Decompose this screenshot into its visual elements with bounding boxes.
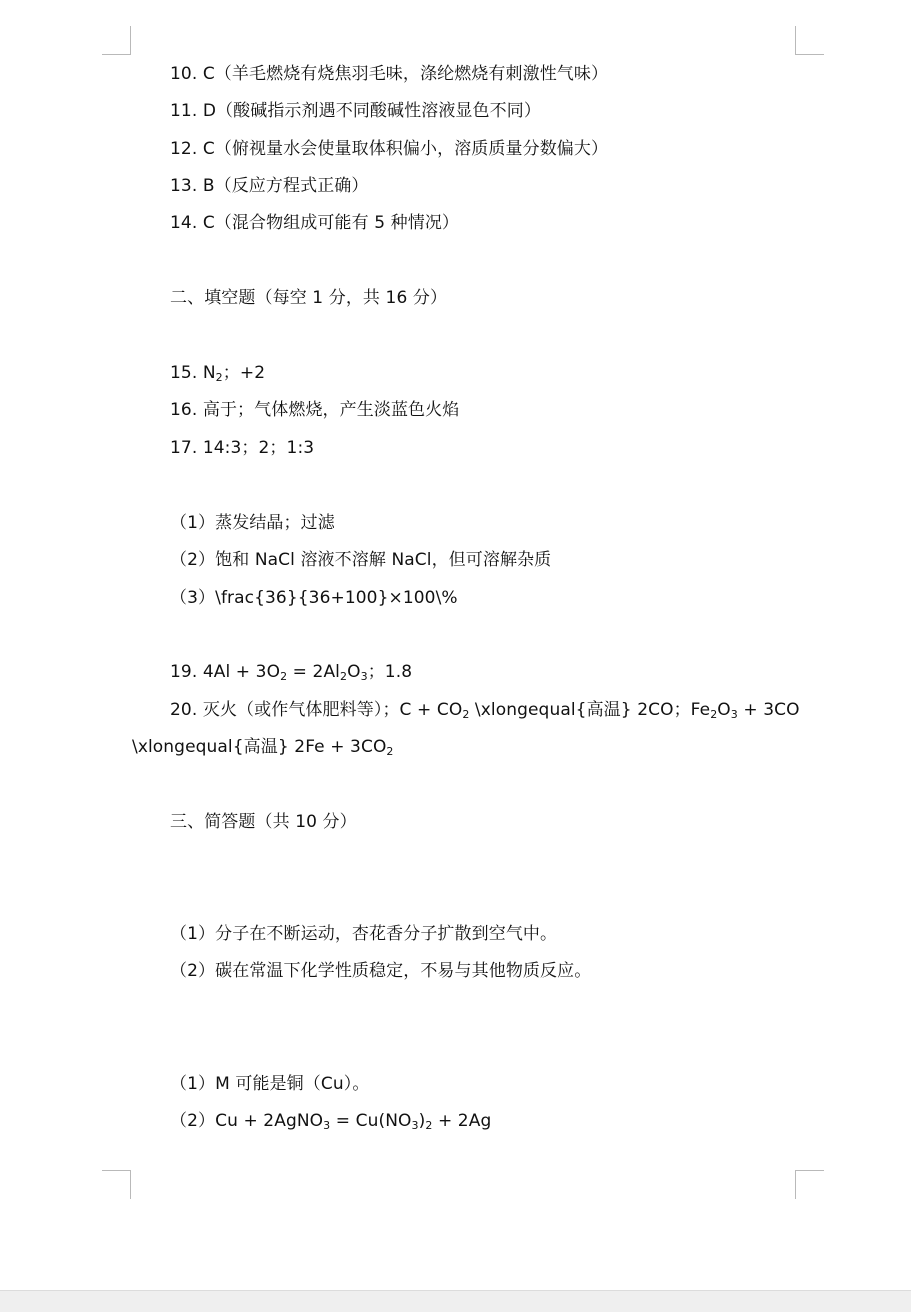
answer-line-21-part2: （2）碳在常温下化学性质稳定，不易与其他物质反应。 bbox=[170, 961, 592, 981]
subscript: 2 bbox=[215, 371, 223, 384]
answer-22-seg2: = Cu(NO bbox=[330, 1111, 412, 1131]
answer-20-seg2: \xlongequal{高温} 2CO；Fe bbox=[469, 700, 711, 720]
answer-line-21-part1: （1）分子在不断运动，杏花香分子扩散到空气中。 bbox=[170, 924, 558, 944]
crop-mark-top-left bbox=[102, 26, 131, 55]
subscript: 3 bbox=[411, 1119, 419, 1132]
section-heading-fill-in: 二、填空题（每空 1 分，共 16 分） bbox=[170, 288, 448, 308]
answer-15-text: 15. N bbox=[170, 363, 216, 383]
answer-22-seg4: + 2Ag bbox=[432, 1111, 492, 1131]
answer-line-18-part3: （3）\frac{36}{36+100}×100\% bbox=[170, 588, 458, 608]
subscript: 2 bbox=[710, 708, 718, 721]
answer-20-seg1: 20. 灭火（或作气体肥料等）；C + CO bbox=[170, 700, 463, 720]
answer-line-22-part2 bbox=[170, 1110, 491, 1132]
subscript: 3 bbox=[360, 670, 368, 683]
subscript: 2 bbox=[280, 670, 288, 683]
answer-line-18-part1: （1）蒸发结晶；过滤 bbox=[170, 513, 335, 533]
answer-20-seg4: + 3CO bbox=[737, 700, 800, 720]
answer-22-seg1: （2）Cu + 2AgNO bbox=[170, 1111, 324, 1131]
answer-line-22-part1: （1）M 可能是铜（Cu）。 bbox=[170, 1074, 370, 1094]
subscript: 3 bbox=[730, 708, 738, 721]
answer-line-20 bbox=[170, 699, 800, 721]
section-heading-short-answer: 三、简答题（共 10 分） bbox=[170, 812, 357, 832]
answer-19-seg3: O bbox=[347, 662, 361, 682]
crop-mark-bottom-left bbox=[102, 1170, 131, 1199]
answer-line-12: 12. C（俯视量水会使量取体积偏小，溶质质量分数偏大） bbox=[170, 139, 609, 159]
subscript: 3 bbox=[323, 1119, 331, 1132]
answer-19-seg1: 19. 4Al + 3O bbox=[170, 662, 281, 682]
subscript: 2 bbox=[386, 745, 394, 758]
crop-mark-bottom-right bbox=[795, 1170, 824, 1199]
subscript: 2 bbox=[425, 1119, 433, 1132]
answer-line-10: 10. C（羊毛燃烧有烧焦羽毛味，涤纶燃烧有刺激性气味） bbox=[170, 64, 609, 84]
answer-22-seg3: ) bbox=[418, 1111, 426, 1131]
answer-15-rest: ；+2 bbox=[222, 363, 266, 383]
answer-line-16: 16. 高于；气体燃烧，产生淡蓝色火焰 bbox=[170, 400, 460, 420]
answer-19-seg2: = 2Al bbox=[287, 662, 340, 682]
answer-line-19 bbox=[170, 661, 412, 683]
answer-20-seg3: O bbox=[717, 700, 731, 720]
answer-line-13: 13. B（反应方程式正确） bbox=[170, 176, 369, 196]
viewer-bottom-strip bbox=[0, 1290, 911, 1312]
answer-line-18-part2: （2）饱和 NaCl 溶液不溶解 NaCl，但可溶解杂质 bbox=[170, 550, 552, 570]
answer-line-15 bbox=[170, 362, 265, 384]
subscript: 2 bbox=[462, 708, 470, 721]
answer-line-17: 17. 14:3；2；1:3 bbox=[170, 438, 315, 458]
crop-mark-top-right bbox=[795, 26, 824, 55]
answer-20-seg5: \xlongequal{高温} 2Fe + 3CO bbox=[132, 737, 387, 757]
answer-line-20-continued bbox=[132, 736, 394, 758]
subscript: 2 bbox=[340, 670, 348, 683]
answer-line-14: 14. C（混合物组成可能有 5 种情况） bbox=[170, 213, 460, 233]
answer-19-seg4: ；1.8 bbox=[367, 662, 413, 682]
answer-line-11: 11. D（酸碱指示剂遇不同酸碱性溶液显色不同） bbox=[170, 101, 541, 121]
